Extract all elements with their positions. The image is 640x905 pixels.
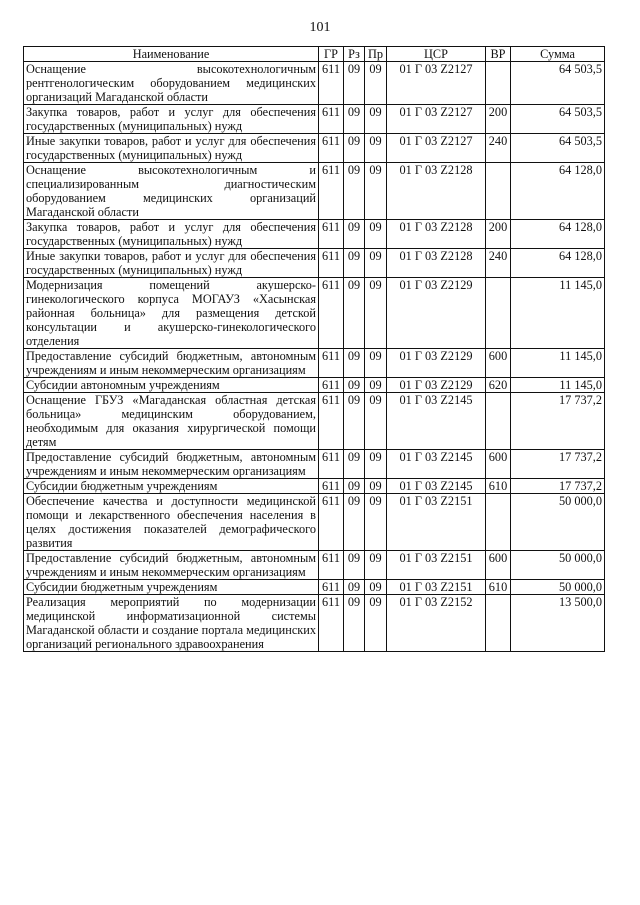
cell-name: Иные закупки товаров, работ и услуг для обеспечения государственных (муниципальных) нужд — [24, 134, 319, 163]
cell-name: Субсидии бюджетным учреждениям — [24, 479, 319, 494]
cell-csr: 01 Г 03 Z2128 — [387, 220, 486, 249]
cell-name: Оснащение ГБУЗ «Магаданская областная детская больница» медицинским оборудованием, необходимым для оказания хирургической помощи детям — [24, 393, 319, 450]
cell-rz: 09 — [344, 450, 365, 479]
cell-pr: 09 — [365, 62, 387, 105]
col-header-gr: ГР — [319, 47, 344, 62]
cell-rz: 09 — [344, 580, 365, 595]
cell-rz: 09 — [344, 378, 365, 393]
cell-pr: 09 — [365, 220, 387, 249]
cell-gr: 611 — [319, 349, 344, 378]
cell-name: Обеспечение качества и доступности медицинской помощи и лекарственного обеспечения населения в целях достижения показателей демографического развития — [24, 494, 319, 551]
cell-csr: 01 Г 03 Z2128 — [387, 163, 486, 220]
cell-sum: 50 000,0 — [511, 494, 605, 551]
cell-pr: 09 — [365, 494, 387, 551]
cell-rz: 09 — [344, 105, 365, 134]
cell-sum: 50 000,0 — [511, 580, 605, 595]
col-header-name: Наименование — [24, 47, 319, 62]
cell-sum: 64 128,0 — [511, 163, 605, 220]
cell-csr: 01 Г 03 Z2129 — [387, 278, 486, 349]
page-number: 101 — [309, 20, 331, 35]
cell-csr: 01 Г 03 Z2129 — [387, 349, 486, 378]
table-row — [24, 249, 605, 278]
cell-rz: 09 — [344, 349, 365, 378]
cell-name: Предоставление субсидий бюджетным, автономным учреждениям и иным некоммерческим организациям — [24, 551, 319, 580]
cell-vr: 600 — [486, 450, 511, 479]
cell-rz: 09 — [344, 551, 365, 580]
cell-rz: 09 — [344, 479, 365, 494]
cell-csr: 01 Г 03 Z2151 — [387, 494, 486, 551]
table-row — [24, 134, 605, 163]
col-header-vr: ВР — [486, 47, 511, 62]
cell-sum: 64 503,5 — [511, 62, 605, 105]
cell-rz: 09 — [344, 393, 365, 450]
cell-gr: 611 — [319, 378, 344, 393]
cell-gr: 611 — [319, 249, 344, 278]
cell-name: Предоставление субсидий бюджетным, автономным учреждениям и иным некоммерческим организациям — [24, 450, 319, 479]
cell-sum: 13 500,0 — [511, 595, 605, 652]
cell-vr: 240 — [486, 134, 511, 163]
table-row — [24, 349, 605, 378]
cell-vr: 200 — [486, 220, 511, 249]
cell-sum: 17 737,2 — [511, 393, 605, 450]
cell-name: Субсидии автономным учреждениям — [24, 378, 319, 393]
cell-sum: 64 503,5 — [511, 105, 605, 134]
cell-sum: 64 128,0 — [511, 249, 605, 278]
cell-csr: 01 Г 03 Z2152 — [387, 595, 486, 652]
cell-name: Реализация мероприятий по модернизации медицинской информатизационной системы Магаданской области и создание портала медицинских организаций регионального здравоохранения — [24, 595, 319, 652]
table-row — [24, 551, 605, 580]
cell-gr: 611 — [319, 134, 344, 163]
cell-vr: 600 — [486, 349, 511, 378]
table-row — [24, 278, 605, 349]
table-row — [24, 494, 605, 551]
cell-sum: 17 737,2 — [511, 450, 605, 479]
cell-gr: 611 — [319, 62, 344, 105]
cell-gr: 611 — [319, 450, 344, 479]
cell-vr: 200 — [486, 105, 511, 134]
cell-csr: 01 Г 03 Z2145 — [387, 450, 486, 479]
cell-name: Закупка товаров, работ и услуг для обеспечения государственных (муниципальных) нужд — [24, 105, 319, 134]
cell-gr: 611 — [319, 278, 344, 349]
cell-pr: 09 — [365, 378, 387, 393]
table-row — [24, 450, 605, 479]
cell-pr: 09 — [365, 134, 387, 163]
cell-name: Субсидии бюджетным учреждениям — [24, 580, 319, 595]
cell-rz: 09 — [344, 220, 365, 249]
cell-rz: 09 — [344, 134, 365, 163]
cell-vr: 240 — [486, 249, 511, 278]
table-header-row — [24, 47, 605, 62]
cell-rz: 09 — [344, 595, 365, 652]
cell-csr: 01 Г 03 Z2129 — [387, 378, 486, 393]
cell-gr: 611 — [319, 105, 344, 134]
table-row — [24, 479, 605, 494]
cell-sum: 11 145,0 — [511, 378, 605, 393]
table-row — [24, 105, 605, 134]
cell-csr: 01 Г 03 Z2127 — [387, 134, 486, 163]
table-row — [24, 62, 605, 105]
cell-csr: 01 Г 03 Z2128 — [387, 249, 486, 278]
cell-gr: 611 — [319, 393, 344, 450]
cell-sum: 64 128,0 — [511, 220, 605, 249]
cell-rz: 09 — [344, 494, 365, 551]
cell-pr: 09 — [365, 163, 387, 220]
col-header-pr: Пр — [365, 47, 387, 62]
cell-sum: 50 000,0 — [511, 551, 605, 580]
table-row — [24, 595, 605, 652]
cell-gr: 611 — [319, 494, 344, 551]
cell-pr: 09 — [365, 105, 387, 134]
cell-gr: 611 — [319, 595, 344, 652]
cell-sum: 17 737,2 — [511, 479, 605, 494]
table-row — [24, 220, 605, 249]
cell-pr: 09 — [365, 450, 387, 479]
cell-rz: 09 — [344, 62, 365, 105]
cell-pr: 09 — [365, 580, 387, 595]
cell-rz: 09 — [344, 163, 365, 220]
cell-vr: 620 — [486, 378, 511, 393]
cell-vr: 610 — [486, 479, 511, 494]
table-row — [24, 163, 605, 220]
table-body — [24, 62, 605, 652]
table-row — [24, 580, 605, 595]
cell-gr: 611 — [319, 479, 344, 494]
cell-csr: 01 Г 03 Z2151 — [387, 551, 486, 580]
cell-pr: 09 — [365, 479, 387, 494]
table-row — [24, 378, 605, 393]
cell-name: Закупка товаров, работ и услуг для обеспечения государственных (муниципальных) нужд — [24, 220, 319, 249]
cell-vr — [486, 278, 511, 349]
cell-vr — [486, 163, 511, 220]
cell-pr: 09 — [365, 249, 387, 278]
cell-sum: 11 145,0 — [511, 349, 605, 378]
cell-rz: 09 — [344, 249, 365, 278]
cell-name: Предоставление субсидий бюджетным, автономным учреждениям и иным некоммерческим организациям — [24, 349, 319, 378]
cell-pr: 09 — [365, 595, 387, 652]
cell-pr: 09 — [365, 393, 387, 450]
col-header-rz: Рз — [344, 47, 365, 62]
cell-csr: 01 Г 03 Z2145 — [387, 479, 486, 494]
cell-vr — [486, 62, 511, 105]
cell-name: Оснащение высокотехнологичным и специализированным диагностическим оборудованием медицинских организаций Магаданской области — [24, 163, 319, 220]
cell-vr — [486, 494, 511, 551]
cell-gr: 611 — [319, 551, 344, 580]
cell-name: Оснащение высокотехнологичным рентгенологическим оборудованием медицинских организаций Магаданской области — [24, 62, 319, 105]
cell-rz: 09 — [344, 278, 365, 349]
cell-pr: 09 — [365, 278, 387, 349]
cell-csr: 01 Г 03 Z2127 — [387, 62, 486, 105]
cell-vr: 600 — [486, 551, 511, 580]
cell-vr — [486, 595, 511, 652]
cell-gr: 611 — [319, 220, 344, 249]
table-row — [24, 393, 605, 450]
cell-name: Модернизация помещений акушерско-гинекологического корпуса МОГАУЗ «Хасынская районная больница» для размещения детской консультации и акушерско-гинекологического отделения — [24, 278, 319, 349]
cell-csr: 01 Г 03 Z2151 — [387, 580, 486, 595]
cell-vr: 610 — [486, 580, 511, 595]
cell-gr: 611 — [319, 163, 344, 220]
cell-csr: 01 Г 03 Z2127 — [387, 105, 486, 134]
col-header-csr: ЦСР — [387, 47, 486, 62]
cell-gr: 611 — [319, 580, 344, 595]
budget-table — [23, 46, 605, 652]
cell-sum: 11 145,0 — [511, 278, 605, 349]
cell-vr — [486, 393, 511, 450]
col-header-sum: Сумма — [511, 47, 605, 62]
cell-name: Иные закупки товаров, работ и услуг для обеспечения государственных (муниципальных) нужд — [24, 249, 319, 278]
cell-csr: 01 Г 03 Z2145 — [387, 393, 486, 450]
cell-pr: 09 — [365, 349, 387, 378]
cell-pr: 09 — [365, 551, 387, 580]
cell-sum: 64 503,5 — [511, 134, 605, 163]
